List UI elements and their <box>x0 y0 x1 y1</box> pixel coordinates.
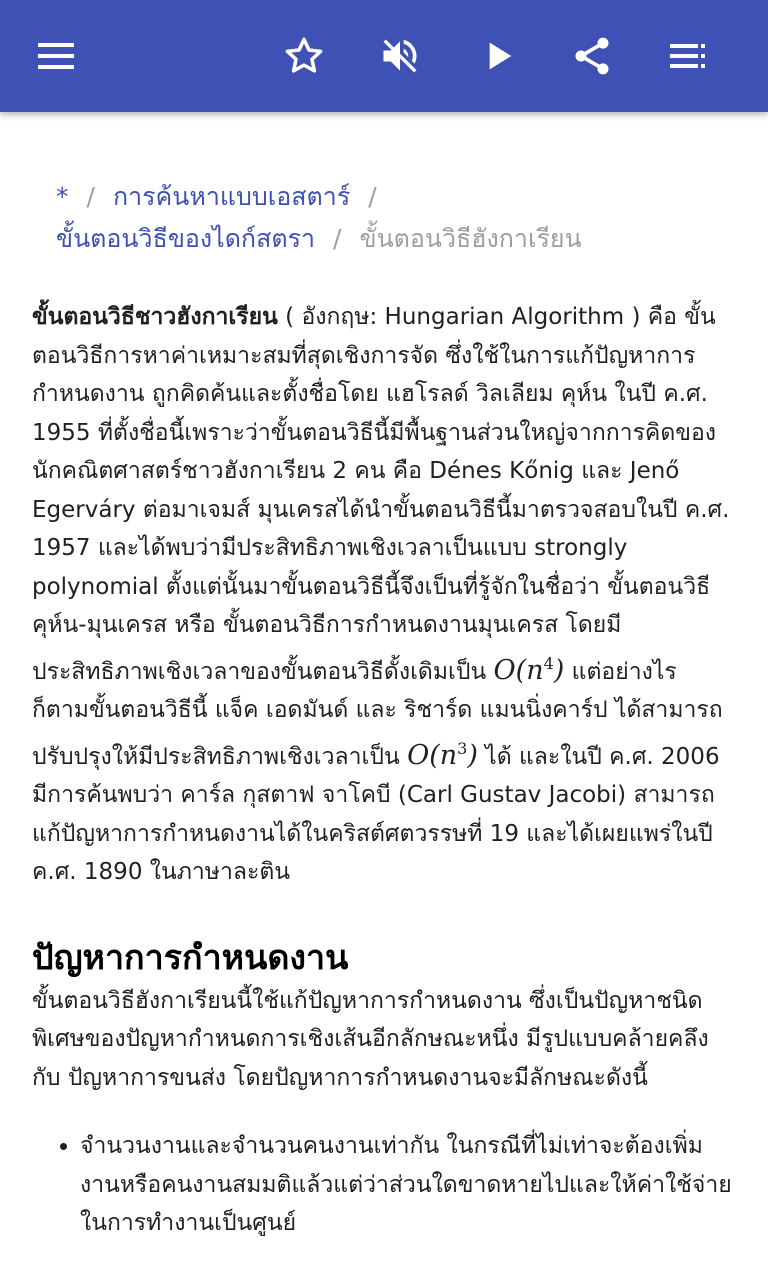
intro-text-2: แต่อย่างไรก็ตามขั้นตอนวิธีนี้ แจ็ค เอดมันด์ และ ริชาร์ด แมนนิ่งคาร์ป ได้สามารถปรับปรุงให้มีประสิทธิภาพเชิงเวลาเป็น <box>32 658 723 770</box>
volume-off-icon <box>378 34 422 78</box>
article-title-bold: ขั้นตอนวิธีชาวฮังกาเรียน <box>32 304 278 330</box>
breadcrumb-separator: / <box>333 224 342 253</box>
share-button[interactable] <box>564 28 620 84</box>
app-toolbar <box>0 0 768 112</box>
share-icon <box>570 34 614 78</box>
intro-text-3: ได้ และในปี ค.ศ. 2006 มีการค้นพบว่า คาร์ล กุสตาฟ จาโคบี (Carl Gustav Jacobi) สามารถแก้ปัญหาการกำหนดงานได้ในคริสต์ศตวรรษที่ 19 และได้เผยแพร่ในปี ค.ศ. 1890 ในภาษาละติน <box>32 743 720 885</box>
breadcrumb-link-dijkstra[interactable]: ขั้นตอนวิธีของไดก์สตรา <box>56 224 316 253</box>
intro-text-1: ( อังกฤษ: Hungarian Algorithm ) คือ ขั้นตอนวิธีการหาค่าเหมาะสมที่สุดเชิงการจัด ซึ่งใช้ในการแก้ปัญหาการกำหนดงาน ถูกคิดค้นและตั้งชื่อโดย แฮโรลด์ วิลเลียม คุห์น ในปี ค.ศ. 1955 ที่ตั้งชื่อนี้เพราะว่าขั้นตอนวิธีนี้มีพื้นฐานส่วนใหญ่จากการคิดของนักคณิตศาสตร์ชาวฮังกาเรียน 2 คน คือ Dénes Kőnig และ Jenő Egerváry ต่อมาเจมส์ มุนเครสได้นำขั้นตอนวิธีนี้มาตรวจสอบในปี ค.ศ. 1957 และได้พบว่ามีประสิทธิภาพเชิงเวลาเป็นแบบ strongly polynomial ตั้งแต่นั้นมาขั้นตอนวิธีนี้จึงเป็นที่รู้จักในชื่อว่า ขั้นตอนวิธีคุห์น-มุนเครส หรือ ขั้นตอนวิธีการกำหนดงานมุนเครส โดยมีประสิทธิภาพเชิงเวลาของขั้นตอนวิธีดั้งเดิมเป็น <box>32 304 730 685</box>
article-body <box>32 298 732 1243</box>
breadcrumb <box>56 176 716 260</box>
breadcrumb-home-link[interactable]: * <box>56 182 69 211</box>
complexity-formula-n4: $O(n^4)$ <box>493 653 565 686</box>
play-icon <box>478 36 518 76</box>
breadcrumb-link-astar[interactable]: การค้นหาแบบเอสตาร์ <box>112 182 351 211</box>
section-paragraph: ขั้นตอนวิธีฮังกาเรียนนี้ใช้แก้ปัญหาการกำหนดงาน ซึ่งเป็นปัญหาชนิดพิเศษของปัญหากำหนดการเชิงเส้นอีกลักษณะหนึ่ง มีรูปแบบคล้ายคลึงกับ ปัญหาการขนส่ง โดยปัญหาการกำหนดงานจะมีลักษณะดังนี้ <box>32 987 709 1091</box>
star-outline-icon <box>283 35 325 77</box>
table-of-contents-button[interactable] <box>660 28 716 84</box>
article-content <box>0 112 768 1280</box>
breadcrumb-current: ขั้นตอนวิธีฮังกาเรียน <box>359 224 582 253</box>
breadcrumb-separator: / <box>86 182 95 211</box>
toc-list-icon <box>668 36 708 76</box>
complexity-formula-n3: $O(n^3)$ <box>407 738 478 771</box>
bullet-list <box>32 1127 732 1243</box>
menu-button[interactable] <box>28 28 84 84</box>
breadcrumb-separator: / <box>368 182 377 211</box>
play-button[interactable] <box>470 28 526 84</box>
mute-button[interactable] <box>372 28 428 84</box>
list-item: • จำนวนงานและจำนวนคนงานเท่ากัน ในกรณีที่ไม่เท่าจะต้องเพิ่มงานหรือคนงานสมมติแล้วแต่ว่าส่วนใดขาดหายไปและให้ค่าใช้จ่ายในการทำงานเป็นศูนย์ <box>80 1127 732 1243</box>
bookmark-button[interactable] <box>276 28 332 84</box>
section-heading: ปัญหาการกำหนดงาน <box>32 937 349 978</box>
menu-icon <box>36 36 76 76</box>
intro-paragraph <box>32 298 732 892</box>
